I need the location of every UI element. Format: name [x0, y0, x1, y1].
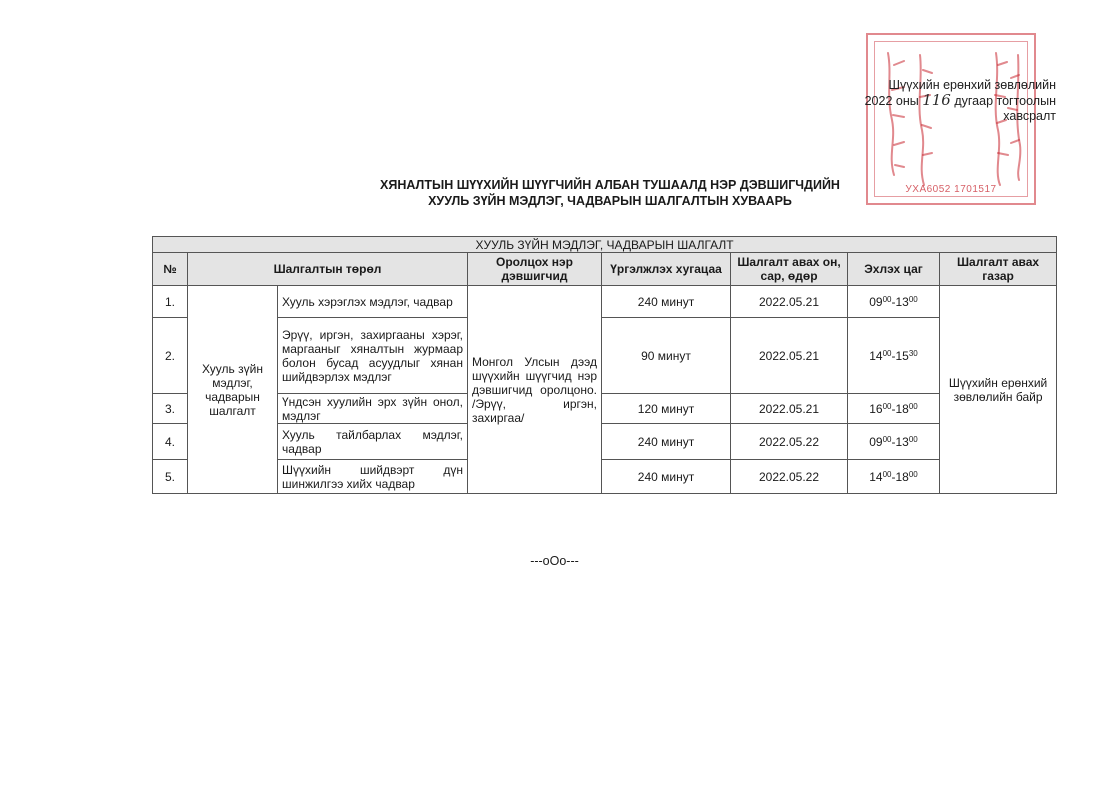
candidates-cell: Монгол Улсын дээд шүүхийн шүүгчид нэр дэвшигчид оролцоно. /Эрүү, иргэн, захиргаа/ [468, 286, 602, 494]
start-time-cell: $16^{00}-18^{00}$ [848, 394, 940, 424]
table-row [153, 460, 1057, 494]
date-cell: 2022.05.21 [731, 318, 848, 394]
document-title [300, 177, 920, 209]
table-row [153, 394, 1057, 424]
table-row [153, 286, 1057, 318]
row-number: 3. [153, 394, 188, 424]
date-cell: 2022.05.22 [731, 460, 848, 494]
exam-type: Үндсэн хуулийн эрх зүйн онол, мэдлэг [278, 394, 468, 424]
annex-line-3: хавсралт [1003, 109, 1056, 123]
header-place: Шалгалт авах газар [940, 253, 1057, 286]
annex-line-1: Шүүхийн ерөнхий зөвлөлийн [888, 78, 1056, 92]
header-exam-type: Шалгалтын төрөл [188, 253, 468, 286]
resolution-number: 116 [922, 91, 951, 109]
duration-cell: 240 минут [602, 424, 731, 460]
date-cell: 2022.05.21 [731, 394, 848, 424]
annex-note [860, 78, 1056, 124]
header-duration: Үргэлжлэх хугацаа [602, 253, 731, 286]
place-cell: Шүүхийн ерөнхий зөвлөлийн байр [940, 286, 1057, 494]
duration-cell: 240 минут [602, 286, 731, 318]
duration-cell: 120 минут [602, 394, 731, 424]
table-banner: ХУУЛЬ ЗҮЙН МЭДЛЭГ, ЧАДВАРЫН ШАЛГАЛТ [153, 237, 1057, 253]
row-number: 5. [153, 460, 188, 494]
stamp-code: УХА6052 1701517 [905, 184, 997, 195]
header-candidates: Оролцох нэр дэвшигчид [468, 253, 602, 286]
row-number: 4. [153, 424, 188, 460]
start-time-cell: $14^{00}-15^{30}$ [848, 318, 940, 394]
date-cell: 2022.05.21 [731, 286, 848, 318]
title-line-2: ХУУЛЬ ЗҮЙН МЭДЛЭГ, ЧАДВАРЫН ШАЛГАЛТЫН ХУВААРЬ [428, 194, 792, 208]
header-start-time: Эхлэх цаг [848, 253, 940, 286]
duration-cell: 240 минут [602, 460, 731, 494]
row-number: 2. [153, 318, 188, 394]
table-header-row [153, 253, 1057, 286]
exam-schedule-table [152, 236, 1057, 494]
annex-line-2: 2022 оны 116 дугаар тогтоолын [864, 91, 1056, 109]
table-row [153, 318, 1057, 394]
exam-type: Хууль тайлбарлах мэдлэг, чадвар [278, 424, 468, 460]
start-time-cell: $09^{00}-13^{00}$ [848, 424, 940, 460]
header-no: № [153, 253, 188, 286]
exam-type: Шүүхийн шийдвэрт дүн шинжилгээ хийх чадвар [278, 460, 468, 494]
start-time-cell: $14^{00}-18^{00}$ [848, 460, 940, 494]
exam-type: Хууль хэрэглэх мэдлэг, чадвар [278, 286, 468, 318]
title-line-1: ХЯНАЛТЫН ШҮҮХИЙН ШҮҮГЧИЙН АЛБАН ТУШААЛД НЭР ДЭВШИГЧДИЙН [380, 178, 840, 192]
exam-type: Эрүү, иргэн, захиргааны хэрэг, маргааныг хяналтын журмаар болон бусад асуудлыг хянан шийдвэрлэх мэдлэг [278, 318, 468, 394]
date-cell: 2022.05.22 [731, 424, 848, 460]
header-date: Шалгалт авах он, сар, өдөр [731, 253, 848, 286]
start-time-cell: $09^{00}-13^{00}$ [848, 286, 940, 318]
duration-cell: 90 минут [602, 318, 731, 394]
exam-category: Хууль зүйн мэдлэг, чадварын шалгалт [188, 286, 278, 494]
row-number: 1. [153, 286, 188, 318]
table-row [153, 424, 1057, 460]
end-marker: ---oOo--- [530, 554, 579, 568]
